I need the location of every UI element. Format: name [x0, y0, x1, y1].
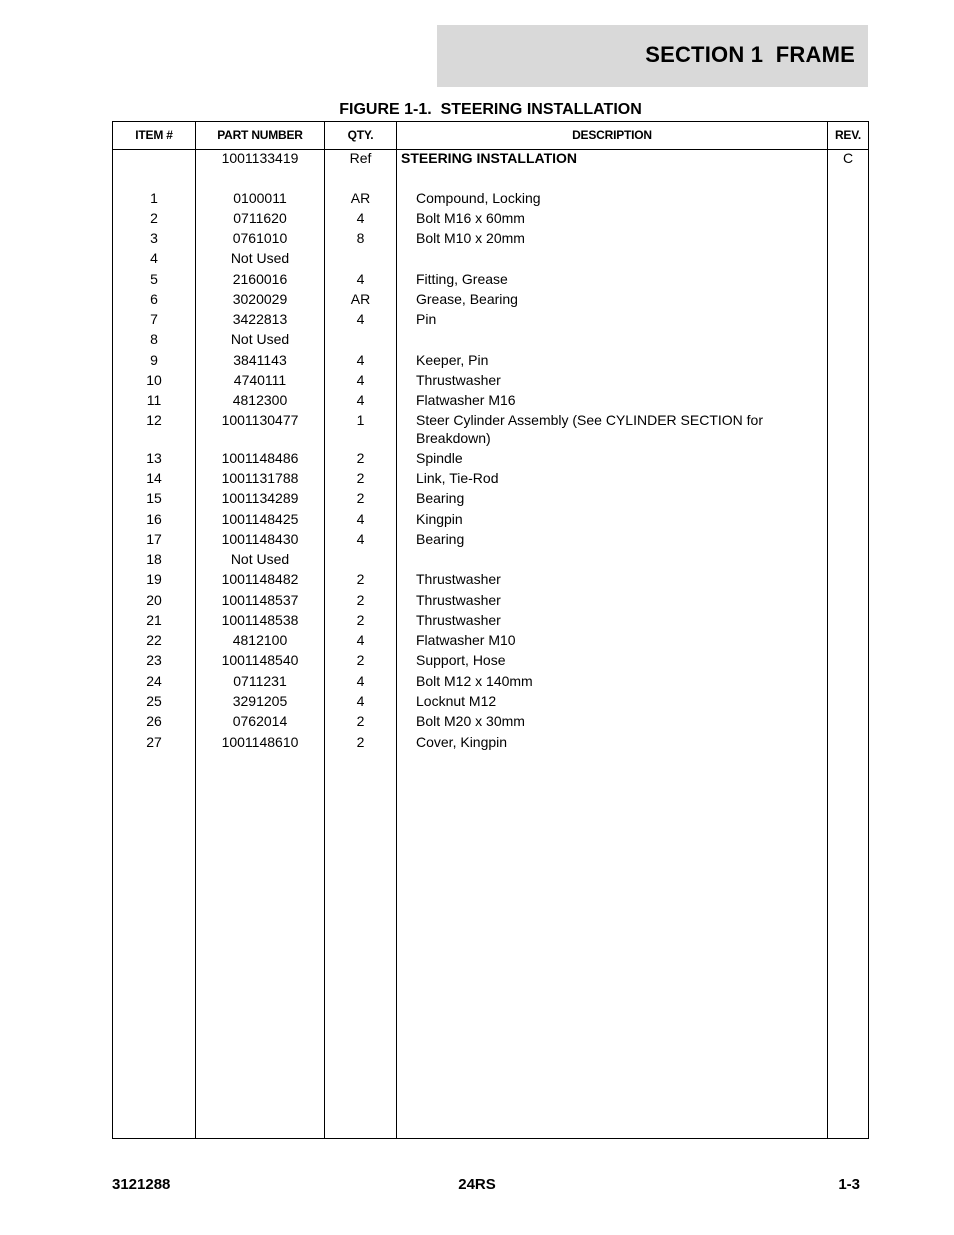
item-number: 13 — [146, 450, 162, 466]
part-number: 4740111 — [233, 372, 287, 388]
description: Fitting, Grease — [416, 271, 508, 287]
description: Grease, Bearing — [416, 291, 518, 307]
part-number: 4812100 — [232, 632, 288, 648]
part-number: 0761010 — [232, 230, 288, 246]
quantity: 2 — [356, 470, 365, 486]
quantity: 1 — [356, 412, 365, 428]
item-number: 15 — [146, 490, 162, 506]
item-number: 7 — [150, 311, 158, 327]
part-number: Not Used — [230, 551, 290, 567]
column-divider — [827, 122, 828, 1138]
item-number: 16 — [146, 511, 162, 527]
header-item: ITEM # — [135, 128, 173, 142]
quantity: 2 — [356, 713, 365, 729]
item-number: 10 — [146, 372, 162, 388]
quantity: 4 — [356, 693, 365, 709]
description: Steer Cylinder Assembly (See CYLINDER SECTION for Breakdown) — [416, 412, 763, 446]
quantity: 4 — [356, 511, 365, 527]
description: Pin — [416, 311, 437, 327]
part-number: 1001130477 — [221, 412, 299, 428]
description: Thrustwasher — [416, 612, 501, 628]
description: Compound, Locking — [416, 190, 541, 206]
description: Spindle — [416, 450, 463, 466]
quantity: AR — [350, 190, 371, 206]
quantity: 8 — [356, 230, 365, 246]
description: Bearing — [416, 531, 465, 547]
description: Bolt M10 x 20mm — [416, 230, 525, 246]
item-number: 20 — [146, 592, 162, 608]
quantity: 2 — [356, 612, 365, 628]
part-number: 1001148538 — [221, 612, 299, 628]
assembly-qty: Ref — [349, 150, 372, 166]
description: Thrustwasher — [416, 372, 501, 388]
header-description: DESCRIPTION — [572, 128, 652, 142]
part-number: 0711620 — [233, 210, 287, 226]
assembly-part-number: 1001133419 — [221, 150, 299, 166]
part-number: 1001148610 — [221, 734, 299, 750]
quantity: 4 — [356, 673, 365, 689]
assembly-description: STEERING INSTALLATION — [401, 150, 578, 166]
item-number: 18 — [146, 551, 162, 567]
description: Bearing — [416, 490, 465, 506]
description: Bolt M12 x 140mm — [416, 673, 533, 689]
part-number: 4812300 — [232, 392, 288, 408]
item-number: 3 — [150, 230, 158, 246]
description: Bolt M20 x 30mm — [416, 713, 525, 729]
item-number: 12 — [146, 412, 162, 428]
description: Thrustwasher — [416, 571, 501, 587]
part-number: 2160016 — [232, 271, 288, 287]
part-number: 3422813 — [232, 311, 288, 327]
footer-document-number: 3121288 — [112, 1176, 171, 1193]
description: Support, Hose — [416, 652, 506, 668]
part-number: 0762014 — [232, 713, 288, 729]
quantity: 2 — [356, 652, 365, 668]
item-number: 25 — [146, 693, 162, 709]
part-number: 1001131788 — [221, 470, 299, 486]
quantity: 4 — [356, 372, 365, 388]
quantity: 4 — [356, 352, 365, 368]
part-number: Not Used — [230, 331, 290, 347]
assembly-rev: C — [842, 150, 854, 166]
item-number: 2 — [150, 210, 158, 226]
part-number: 3841143 — [233, 352, 287, 368]
figure-title: FIGURE 1-1. STEERING INSTALLATION — [339, 101, 642, 118]
part-number: 1001148425 — [221, 511, 299, 527]
item-number: 14 — [146, 470, 162, 486]
item-number: 17 — [146, 531, 162, 547]
quantity: 4 — [356, 632, 365, 648]
item-number: 21 — [146, 612, 162, 628]
quantity: 2 — [356, 450, 365, 466]
description: Cover, Kingpin — [416, 734, 508, 750]
description: Flatwasher M10 — [416, 632, 516, 648]
item-number: 5 — [150, 271, 158, 287]
item-number: 26 — [146, 713, 162, 729]
part-number: 1001148430 — [221, 531, 299, 547]
description: Link, Tie-Rod — [416, 470, 499, 486]
quantity: 4 — [356, 311, 365, 327]
quantity: AR — [350, 291, 371, 307]
quantity: 2 — [356, 734, 365, 750]
item-number: 9 — [150, 352, 158, 368]
item-number: 8 — [150, 331, 158, 347]
description: Keeper, Pin — [416, 352, 489, 368]
description: Locknut M12 — [416, 693, 497, 709]
quantity: 2 — [356, 571, 365, 587]
header-rev: REV. — [834, 128, 862, 142]
item-number: 22 — [146, 632, 162, 648]
part-number: 0711231 — [233, 673, 287, 689]
part-number: Not Used — [230, 250, 290, 266]
item-number: 19 — [146, 571, 162, 587]
quantity: 4 — [356, 271, 365, 287]
footer-model: 24RS — [458, 1176, 496, 1193]
part-number: 1001148537 — [221, 592, 299, 608]
item-number: 6 — [150, 291, 158, 307]
quantity: 2 — [356, 592, 365, 608]
column-divider — [396, 122, 397, 1138]
item-number: 24 — [146, 673, 162, 689]
item-number: 27 — [146, 734, 162, 750]
part-number: 1001148486 — [221, 450, 299, 466]
parts-table — [112, 121, 869, 1139]
quantity: 2 — [356, 490, 365, 506]
item-number: 4 — [150, 250, 158, 266]
part-number: 3291205 — [232, 693, 288, 709]
part-number: 1001148482 — [221, 571, 299, 587]
item-number: 23 — [146, 652, 162, 668]
section-header — [437, 25, 868, 87]
quantity: 4 — [356, 210, 365, 226]
quantity: 4 — [356, 392, 365, 408]
item-number: 1 — [150, 190, 158, 206]
part-number: 1001148540 — [221, 652, 299, 668]
section-title: SECTION 1 FRAME — [645, 42, 855, 67]
header-qty: QTY. — [347, 128, 374, 142]
description: Bolt M16 x 60mm — [416, 210, 525, 226]
header-part-number: PART NUMBER — [217, 128, 303, 142]
part-number: 1001134289 — [221, 490, 299, 506]
item-number: 11 — [146, 392, 162, 408]
description: Flatwasher M16 — [416, 392, 516, 408]
description: Kingpin — [416, 511, 463, 527]
footer-page-number: 1-3 — [838, 1176, 860, 1193]
description: Thrustwasher — [416, 592, 501, 608]
part-number: 3020029 — [232, 291, 288, 307]
part-number: 0100011 — [233, 190, 287, 206]
quantity: 4 — [356, 531, 365, 547]
